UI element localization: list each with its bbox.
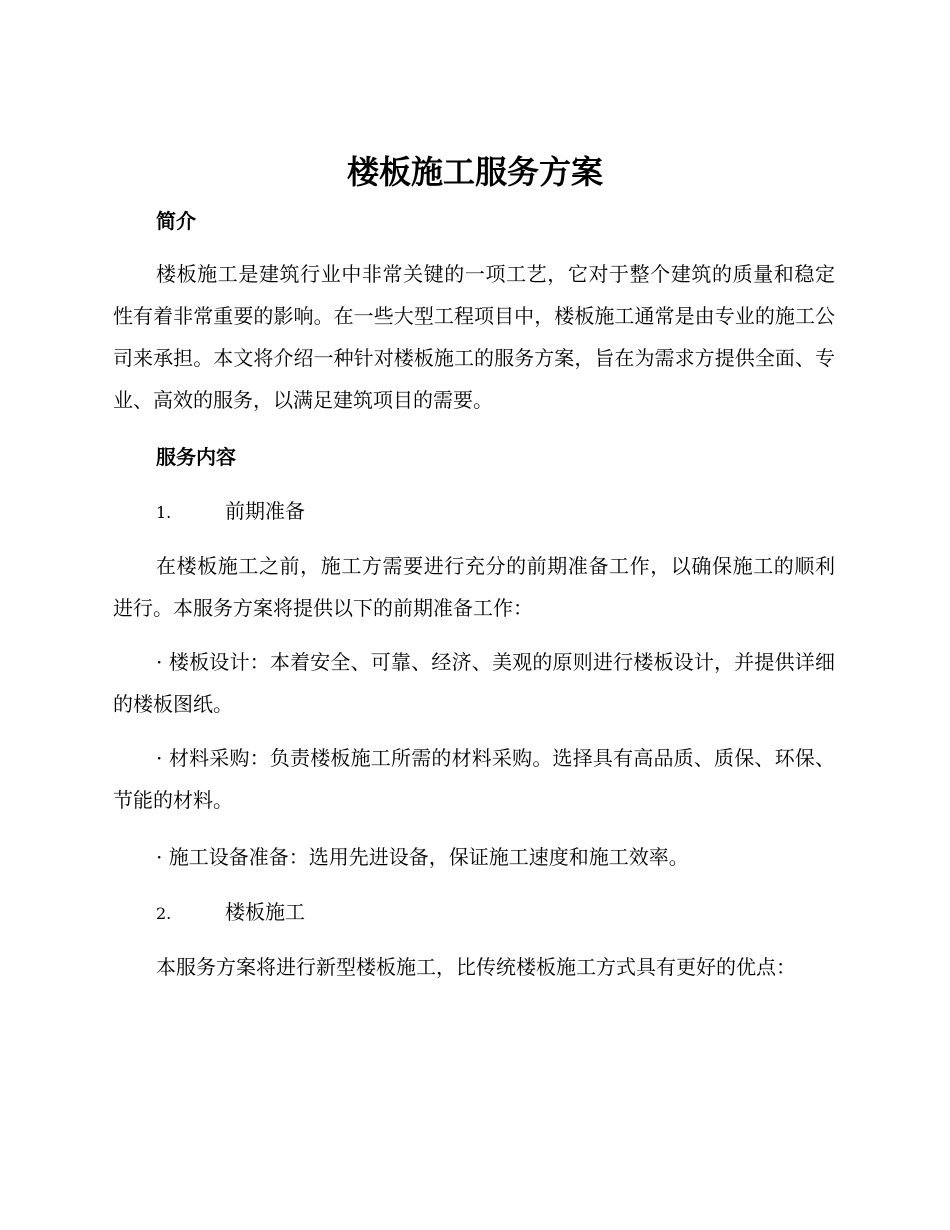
intro-paragraph: 楼板施工是建筑行业中非常关键的一项工艺，它对于整个建筑的质量和稳定性有着非常重要的影响。在一些大型工程项目中，楼板施工通常是由专业的施工公司来承担。本文将介绍一种针对楼板施工的服务方案，旨在为需求方提供全面、专业、高效的服务，以满足建筑项目的需要。 [113, 262, 835, 412]
section-1-number: 1. [156, 503, 172, 522]
intro-heading: 简介 [156, 209, 196, 233]
bullet-item: · 施工设备准备：选用先进设备，保证施工速度和施工效率。 [156, 845, 689, 869]
section-2-title: 楼板施工 [225, 900, 305, 924]
section-1-title: 前期准备 [225, 499, 305, 523]
document-title: 楼板施工服务方案 [346, 153, 603, 191]
bullet-item: · 材料采购：负责楼板施工所需的材料采购。选择具有高品质、质保、环保、节能的材料。 [113, 746, 835, 812]
section-2-heading [156, 897, 305, 929]
section-2-number: 2. [156, 904, 172, 923]
services-heading: 服务内容 [156, 445, 236, 469]
section-1-heading [156, 496, 305, 528]
section-1-paragraph: 在楼板施工之前，施工方需要进行充分的前期准备工作，以确保施工的顺利进行。本服务方案将提供以下的前期准备工作： [113, 554, 835, 620]
bullet-item: · 楼板设计：本着安全、可靠、经济、美观的原则进行楼板设计，并提供详细的楼板图纸。 [113, 650, 835, 716]
section-2-paragraph: 本服务方案将进行新型楼板施工，比传统楼板施工方式具有更好的优点： [156, 955, 796, 979]
